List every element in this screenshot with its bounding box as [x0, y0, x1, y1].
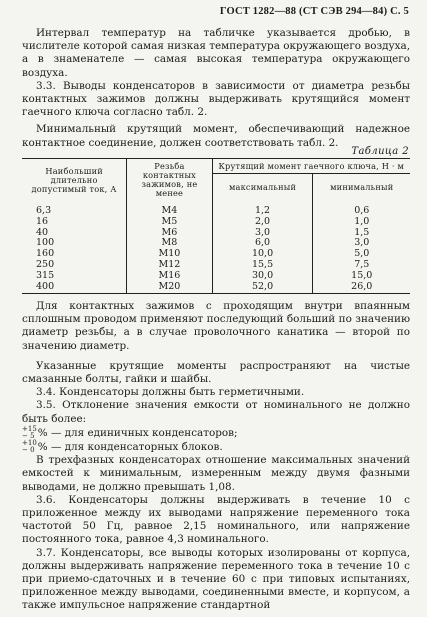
- torque-table: [22, 158, 410, 294]
- paragraph: Для контактных зажимов с проходящим внутри впаянным сплошным проводом применяют последующий больший по значению диаметр резьбы, а в случае проволочного канатика — второй по значению диаметр.: [22, 300, 410, 352]
- paragraph: Минимальный крутящий момент, обеспечивающий надежное контактное соединение, должен соответствовать табл. 2.: [22, 123, 410, 149]
- table-row: [22, 238, 410, 249]
- table-row: [22, 271, 410, 282]
- cell-min: 7,5: [313, 260, 410, 271]
- paragraph: В трехфазных конденсаторах отношение максимальных значений емкостей к минимальным, измеренным между двумя фазными выводами, не должно превышать 1,08.: [22, 454, 410, 493]
- cell-max: 15,5: [212, 260, 313, 271]
- cell-max: 3,0: [212, 228, 313, 239]
- tolerance-fraction: +10 − 0: [22, 439, 37, 455]
- cell-min: 3,0: [313, 238, 410, 249]
- cell-current: 100: [36, 237, 55, 249]
- cell-max: 52,0: [212, 282, 313, 294]
- cell-max: 6,0: [212, 238, 313, 249]
- cell-max: 2,0: [212, 217, 313, 228]
- cell-current: 250: [36, 258, 55, 270]
- table-row: [22, 217, 410, 228]
- table-row: [22, 282, 410, 294]
- paragraph: 3.6. Конденсаторы должны выдерживать в течение 10 с приложенное между их выводами напряжение переменного тока частотой 50 Гц, равное 2,15 номинального, или напряжение постоянного тока, равное 4,3 номинального.: [22, 493, 410, 546]
- col-header-max: максимальный: [212, 174, 313, 202]
- cell-min: 0,6: [313, 201, 410, 217]
- table-row: [22, 201, 410, 217]
- cell-thread: М5: [127, 217, 212, 228]
- cell-thread: М8: [127, 238, 212, 249]
- paragraph: 3.3. Выводы конденсаторов в зависимости от диаметра резьбы контактных зажимов должны выдерживать крутящийся момент гаечного ключа согласно табл. 2.: [22, 79, 410, 119]
- table-row: [22, 249, 410, 260]
- cell-min: 26,0: [313, 282, 410, 294]
- tolerance-line: +10 − 0 % — для конденсаторных блоков.: [22, 439, 223, 455]
- paragraph: 3.7. Конденсаторы, все выводы которых изолированы от корпуса, должны выдерживать напряжение переменного тока в течение 10 с при приемо-сдаточных и в течение 60 с при типовых испытаниях, приложенное между выводами, соединенными вместе, и корпусом, а также импульсное напряжение стандартной: [22, 546, 410, 612]
- tolerance-line: +15 − 5 % — для единичных конденсаторов;: [22, 424, 238, 440]
- table-caption: Таблица 2: [351, 146, 409, 157]
- col-header-min: минимальный: [313, 174, 410, 202]
- cell-current: 315: [36, 269, 55, 281]
- text-block-top: [22, 27, 410, 150]
- cell-min: 15,0: [313, 271, 410, 282]
- running-header: ГОСТ 1282—88 (СТ СЭВ 294—84) С. 5: [219, 6, 409, 17]
- cell-current: 40: [36, 226, 49, 238]
- col-header-thread: Резьба контактных зажимов, не менее: [127, 159, 212, 202]
- cell-thread: М6: [127, 228, 212, 239]
- cell-current: 400: [22, 282, 127, 294]
- cell-current: 160: [36, 248, 55, 260]
- cell-min: 1,5: [313, 228, 410, 239]
- cell-current: 16: [36, 215, 49, 227]
- cell-thread: М10: [127, 249, 212, 260]
- cell-max: 1,2: [212, 201, 313, 217]
- cell-current: 6,3: [36, 205, 52, 216]
- cell-min: 5,0: [313, 249, 410, 260]
- cell-max: 30,0: [212, 271, 313, 282]
- col-header-torque: Крутящий момент гаечного ключа, Н · м: [212, 159, 410, 174]
- cell-max: 10,0: [212, 249, 313, 260]
- paragraph: Указанные крутящие моменты распространяют на чистые смазанные болты, гайки и шайбы.: [22, 359, 410, 386]
- text-block-mid: [22, 300, 410, 613]
- cell-min: 1,0: [313, 217, 410, 228]
- tolerance-fraction: +15 − 5: [22, 424, 37, 440]
- col-header-current: Наибольший длительно допустимый ток, А: [22, 159, 127, 202]
- cell-thread: М20: [127, 282, 212, 294]
- paragraph: 3.4. Конденсаторы должны быть герметичными.: [36, 386, 305, 399]
- cell-thread: М12: [127, 260, 212, 271]
- cell-thread: М16: [127, 271, 212, 282]
- cell-thread: М4: [127, 201, 212, 217]
- paragraph: Интервал температур на табличке указывается дробью, в числителе которой самая низкая температура окружающего воздуха, а в знаменателе — самая высокая температура окружающего воздуха.: [22, 27, 410, 79]
- table-row: [22, 228, 410, 239]
- paragraph: 3.5. Отклонение значения емкости от номинального не должно быть более:: [22, 399, 410, 425]
